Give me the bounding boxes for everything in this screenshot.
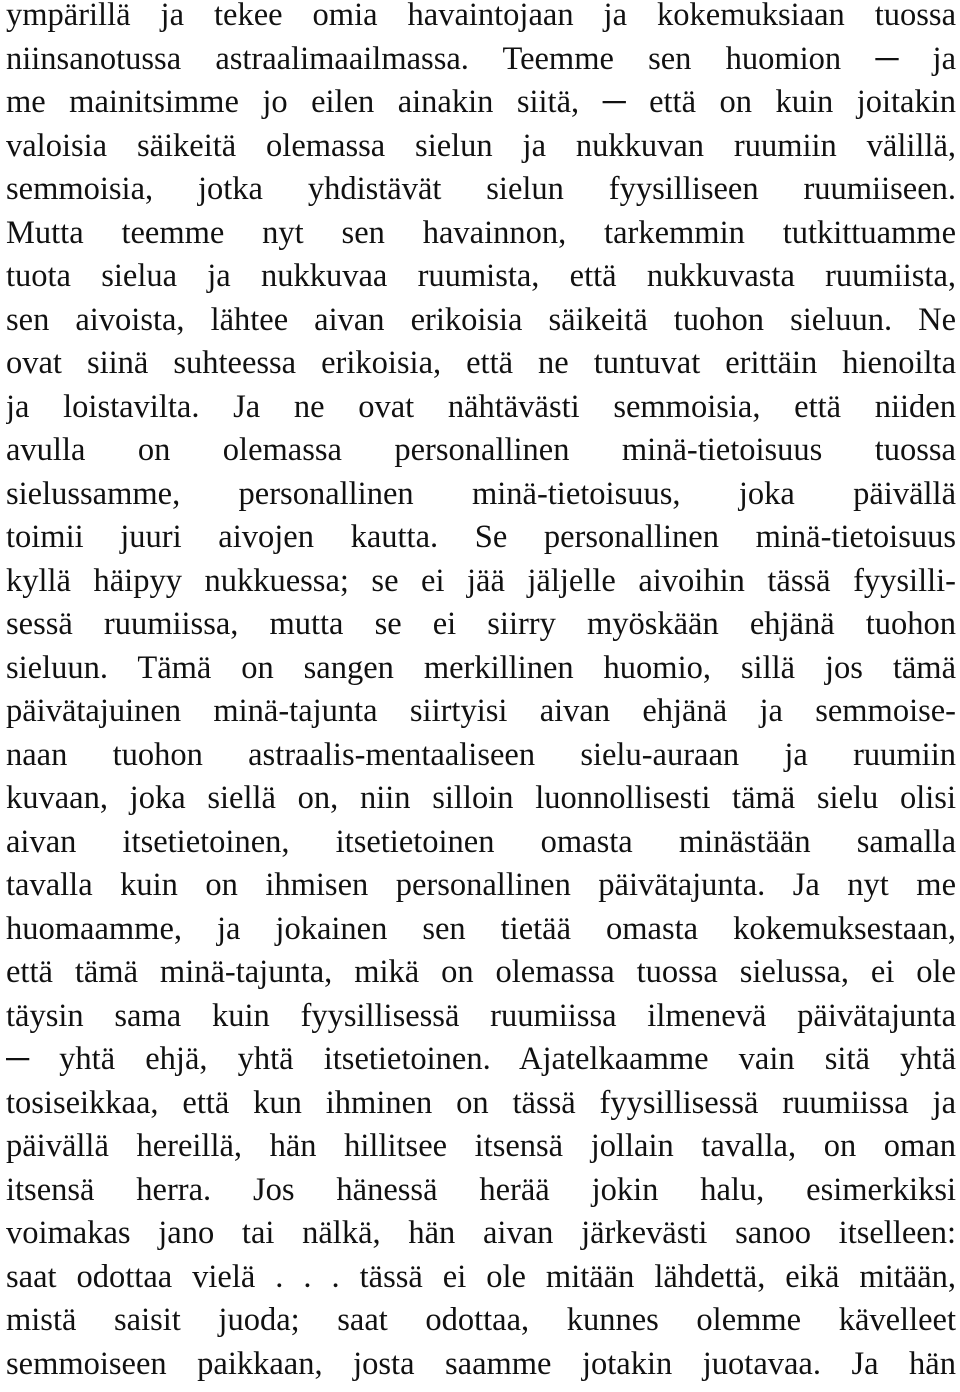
text-line: saat odottaa vielä . . . tässä ei ole mitään lähdettä, eikä mitään, [6,1258,956,1295]
text-line: päivällä hereillä, hän hillitsee itsensä jollain tavalla, on oman [6,1128,956,1164]
text-line: kyllä häipyy nukkuessa; se ei jää jäljelle aivoihin tässä fyysilli- [6,562,956,599]
text-line: avulla on olemassa personallinen minä-tietoisuus tuossa [6,432,956,468]
text-line: päivätajuinen minä-tajunta siirtyisi aivan ehjänä ja semmoise- [6,693,956,729]
text-line: toimii juuri aivojen kautta. Se personallinen minä-tietoisuus [6,519,956,555]
text-line: ympärillä ja tekee omia havaintojaan ja kokemuksiaan tuossa [6,0,956,33]
text-line: tuota sielua ja nukkuvaa ruumista, että nukkuvasta ruumiista, [6,258,956,294]
text-line: aivan itsetietoinen, itsetietoinen omasta minästään samalla [6,823,956,860]
text-line: sessä ruumiissa, mutta se ei siirry myöskään ehjänä tuohon [6,606,956,642]
text-line: semmoiseen paikkaan, josta saamme jotakin juotavaa. Ja hän [6,1345,956,1382]
text-line: huomaamme, ja jokainen sen tietää omasta kokemuksestaan, [6,910,956,947]
text-line: tavalla kuin on ihmisen personallinen päivätajunta. Ja nyt me [6,867,956,903]
text-line: mistä saisit juoda; saat odottaa, kunnes olemme kävelleet [6,1302,956,1338]
text-line: ovat siinä suhteessa erikoisia, että ne tuntuvat erittäin hienoilta [6,345,956,381]
text-line: valoisia säikeitä olemassa sielun ja nukkuvan ruumiin välillä, [6,127,956,164]
text-line: me mainitsimme jo eilen ainakin siitä, ─ että on kuin joitakin [6,84,956,120]
text-line: itsensä herra. Jos hänessä herää jokin halu, esimerkiksi [6,1171,956,1208]
text-line: ─ yhtä ehjä, yhtä itsetietoinen. Ajatelkaamme vain sitä yhtä [6,1041,956,1077]
text-line: voimakas jano tai nälkä, hän aivan järkevästi sanoo itselleen: [6,1215,956,1251]
text-line: täysin sama kuin fyysillisessä ruumiissa ilmenevä päivätajunta [6,997,956,1034]
text-line: Mutta teemme nyt sen havainnon, tarkemmin tutkittuamme [6,214,956,251]
text-line: sielussamme, personallinen minä-tietoisuus, joka päivällä [6,475,956,512]
text-line: että tämä minä-tajunta, mikä on olemassa tuossa sielussa, ei ole [6,954,956,990]
text-line: naan tuohon astraalis-mentaaliseen sielu-auraan ja ruumiin [6,736,956,773]
text-line: semmoisia, jotka yhdistävät sielun fyysilliseen ruumiiseen. [6,171,956,207]
text-line: sen aivoista, lähtee aivan erikoisia säikeitä tuohon sieluun. Ne [6,301,956,338]
text-line: kuvaan, joka siellä on, niin silloin luonnollisesti tämä sielu olisi [6,780,956,816]
text-line: sieluun. Tämä on sangen merkillinen huomio, sillä jos tämä [6,649,956,686]
text-line: ja loistavilta. Ja ne ovat nähtävästi semmoisia, että niiden [6,388,956,425]
text-line: niinsanotussa astraalimaailmassa. Teemme sen huomion ─ ja [6,40,956,77]
text-line: tosiseikkaa, että kun ihminen on tässä fyysillisessä ruumiissa ja [6,1084,956,1121]
